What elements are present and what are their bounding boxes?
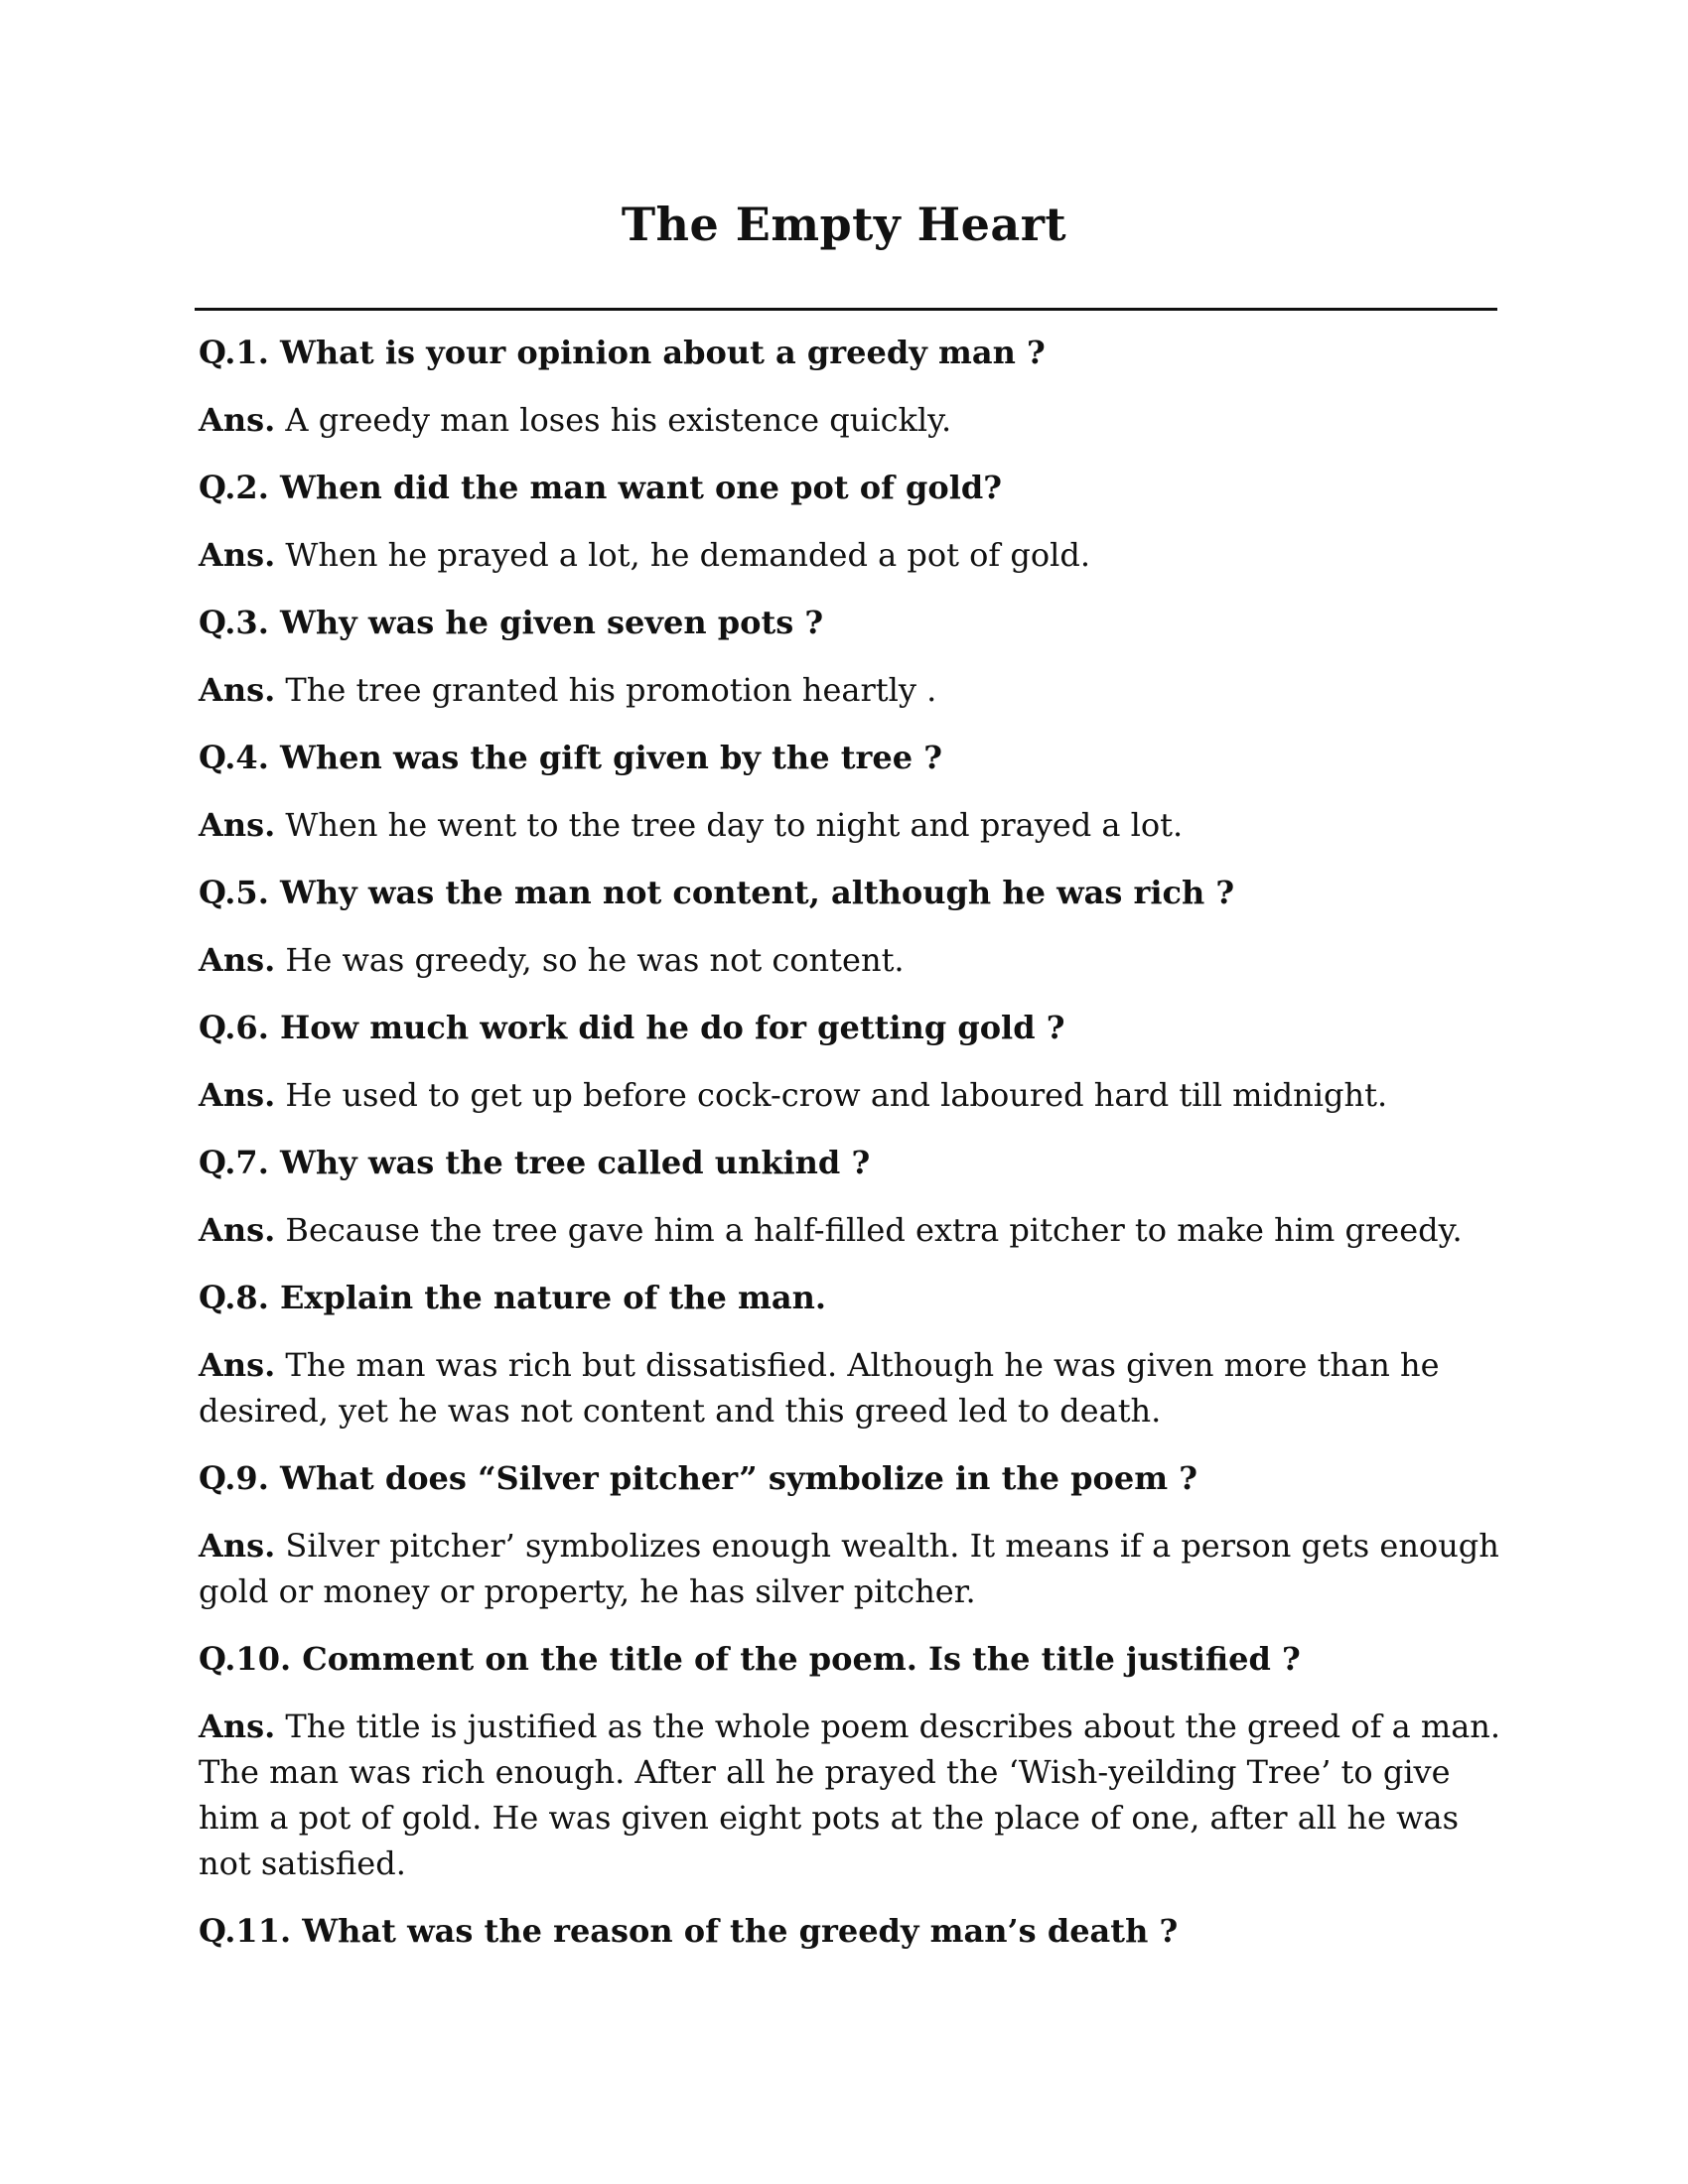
answer-text: He was greedy, so he was not content.	[275, 941, 905, 979]
question-4: Q.4. When was the gift given by the tree ?	[199, 739, 942, 776]
answer-2	[199, 532, 1509, 578]
answer-10	[199, 1704, 1509, 1886]
answer-label: Ans.	[199, 1527, 276, 1565]
answer-6	[199, 1072, 1509, 1118]
question-6: Q.6. How much work did he do for getting gold ?	[199, 1009, 1065, 1046]
question-2: Q.2. When did the man want one pot of gold?	[199, 469, 1002, 506]
answer-text: The man was rich but dissatisfied. Although he was given more than he desired, yet he was not content and this greed led to death.	[199, 1346, 1440, 1430]
question-1: Q.1. What is your opinion about a greedy man ?	[199, 334, 1046, 371]
qa-item-6	[199, 1005, 1509, 1118]
answer-text: The tree granted his promotion heartly .	[275, 671, 937, 709]
qa-item-4	[199, 735, 1509, 848]
answer-text: A greedy man loses his existence quickly.	[275, 401, 952, 439]
qa-item-5	[199, 870, 1509, 983]
qa-item-3	[199, 600, 1509, 713]
answer-text: When he prayed a lot, he demanded a pot of gold.	[275, 536, 1091, 574]
qa-item-10	[199, 1636, 1509, 1886]
answer-label: Ans.	[199, 1346, 276, 1384]
answer-4	[199, 802, 1509, 848]
answer-5	[199, 937, 1509, 983]
qa-item-9	[199, 1455, 1509, 1614]
question-10: Q.10. Comment on the title of the poem. Is the title justified ?	[199, 1640, 1301, 1678]
answer-3	[199, 667, 1509, 713]
answer-text: The title is justified as the whole poem describes about the greed of a man. The man was rich enough. After all he prayed the ‘Wish-yeilding Tree’ to give him a pot of gold. He was given eight pots at the place of one, after all he was not satisfied.	[199, 1707, 1501, 1882]
qa-item-2	[199, 465, 1509, 578]
answer-text: Silver pitcher’ symbolizes enough wealth. It means if a person gets enough gold or money or property, he has silver pitcher.	[199, 1527, 1499, 1610]
qa-item-11	[199, 1908, 1509, 1954]
answer-text: He used to get up before cock-crow and laboured hard till midnight.	[275, 1076, 1388, 1114]
answer-9	[199, 1523, 1509, 1614]
question-5: Q.5. Why was the man not content, although he was rich ?	[199, 874, 1235, 911]
answer-7	[199, 1207, 1509, 1253]
answer-label: Ans.	[199, 536, 276, 574]
qa-item-7	[199, 1140, 1509, 1253]
answer-label: Ans.	[199, 806, 276, 844]
qa-item-1	[199, 330, 1509, 443]
answer-8	[199, 1342, 1509, 1433]
answer-text: Because the tree gave him a half-filled extra pitcher to make him greedy.	[275, 1211, 1463, 1249]
question-9: Q.9. What does “Silver pitcher” symbolize in the poem ?	[199, 1459, 1197, 1497]
question-8: Q.8. Explain the nature of the man.	[199, 1279, 827, 1316]
title-divider	[195, 308, 1497, 311]
answer-label: Ans.	[199, 941, 276, 979]
answer-label: Ans.	[199, 1707, 276, 1745]
answer-label: Ans.	[199, 401, 276, 439]
qa-list	[199, 330, 1509, 1976]
answer-label: Ans.	[199, 671, 276, 709]
answer-1	[199, 397, 1509, 443]
question-7: Q.7. Why was the tree called unkind ?	[199, 1144, 871, 1181]
question-11: Q.11. What was the reason of the greedy man’s death ?	[199, 1912, 1179, 1950]
answer-label: Ans.	[199, 1211, 276, 1249]
answer-label: Ans.	[199, 1076, 276, 1114]
page-title: The Empty Heart	[621, 198, 1067, 251]
question-3: Q.3. Why was he given seven pots ?	[199, 604, 824, 641]
answer-text: When he went to the tree day to night and prayed a lot.	[275, 806, 1184, 844]
qa-item-8	[199, 1275, 1509, 1433]
